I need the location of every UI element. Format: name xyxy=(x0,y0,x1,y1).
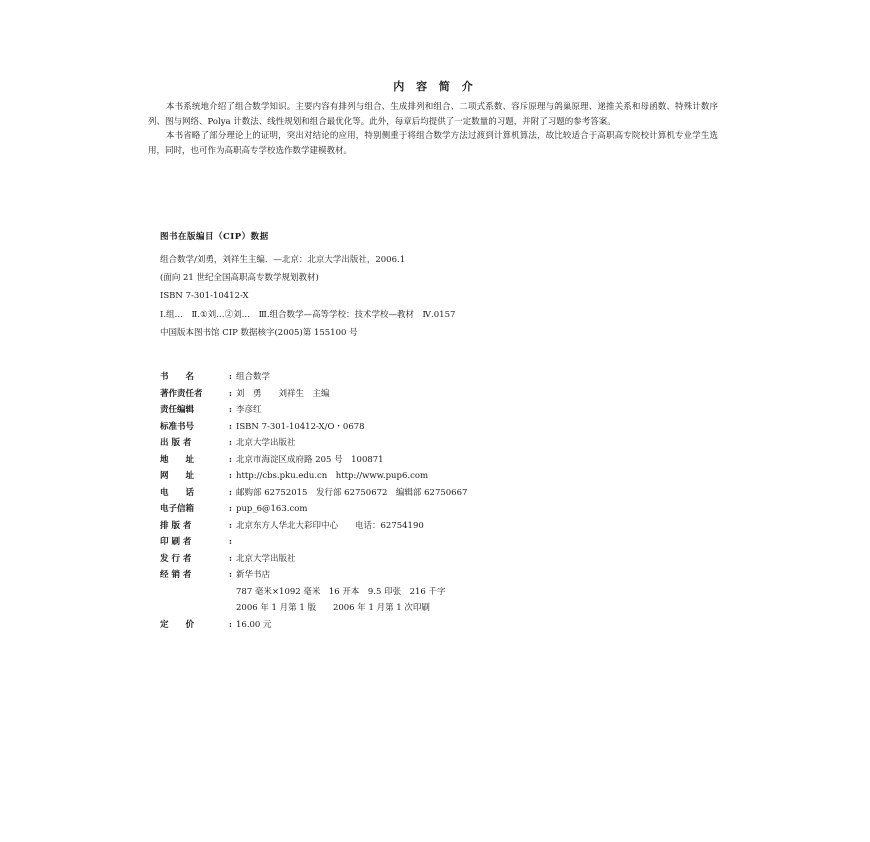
summary-paragraph-1: 本书系统地介绍了组合数学知识。主要内容有排列与组合、生成排列和组合、二项式系数、容斥原理与鸽巢原理、递推关系和母函数、特殊计数序列、图与网络、Polya 计数法、线性规划和组合最优化等。此外，每章后均提供了一定数量的习题，并附了习题的参考答案。 xyxy=(148,102,718,127)
detail-value: 北京大学出版社 xyxy=(236,553,296,564)
detail-row-seller: 经 销 者 : 新华书店 xyxy=(160,567,467,584)
detail-value: 李彦红 xyxy=(236,405,262,415)
detail-row-price: 定 价 : 16.00 元 xyxy=(160,617,467,634)
detail-row-edition xyxy=(160,600,467,617)
summary-title: 内 容 简 介 xyxy=(393,80,477,93)
detail-label: 定 价 xyxy=(160,619,195,630)
detail-row-title: 书 名 : 组合数学 xyxy=(160,369,467,386)
detail-row-editor: 责任编辑 : 李彦红 xyxy=(160,402,467,419)
detail-label: 印 刷 者 xyxy=(160,537,192,547)
detail-value: 北京大学出版社 xyxy=(236,438,296,448)
detail-value: 组合数学 xyxy=(236,372,271,382)
detail-label: 责任编辑 xyxy=(160,405,195,415)
detail-row-authors: 著作责任者 : 刘 勇 刘祥生 主编 xyxy=(160,386,467,403)
detail-row-address: 地 址 : 北京市海淀区成府路 205 号 100871 xyxy=(160,452,467,469)
detail-value: http://cbs.pku.edu.cn http://www.pup6.com xyxy=(236,471,429,481)
detail-label: 电子信箱 xyxy=(160,504,195,514)
cip-heading: 图书在版编目（CIP）数据 xyxy=(160,232,269,242)
detail-label: 发 行 者 xyxy=(160,553,192,564)
detail-value: 邮购部 62752015 发行部 62750672 编辑部 62750667 xyxy=(236,487,468,498)
detail-label: 标准书号 xyxy=(160,421,195,432)
cip-line: 中国版本图书馆 CIP 数据核字(2005)第 155100 号 xyxy=(160,327,358,338)
detail-label: 电 话 xyxy=(160,487,195,498)
detail-edition-line: 2006 年 1 月第 1 版 2006 年 1 月第 1 次印刷 xyxy=(236,603,430,613)
detail-value: 新华书店 xyxy=(236,570,271,580)
detail-value: ISBN 7-301-10412-X/O・0678 xyxy=(236,421,365,432)
detail-row-printer: 印 刷 者 : xyxy=(160,534,467,551)
detail-row-phone: 电 话 : 邮购部 62752015 发行部 62750672 编辑部 62750667 xyxy=(160,485,467,502)
detail-value: 北京市海淀区成府路 205 号 100871 xyxy=(236,454,384,465)
publication-details xyxy=(160,369,467,633)
cip-line: ISBN 7-301-10412-X xyxy=(160,291,249,302)
detail-value: pup_6@163.com xyxy=(236,504,308,514)
detail-value: 北京东方人华北大彩印中心 电话：62754190 xyxy=(236,520,424,531)
detail-label: 网 址 xyxy=(160,471,195,481)
detail-row-publisher: 出 版 者 : 北京大学出版社 xyxy=(160,435,467,452)
detail-value xyxy=(232,534,236,551)
cip-line: 组合数学/刘勇，刘祥生主编．—北京：北京大学出版社，2006.1 xyxy=(160,255,406,265)
detail-spec-line: 787 毫米×1092 毫米 16 开本 9.5 印张 216 千字 xyxy=(236,586,446,597)
detail-value: 16.00 元 xyxy=(236,619,272,630)
detail-row-typesetter: 排 版 者 : 北京东方人华北大彩印中心 电话：62754190 xyxy=(160,518,467,535)
detail-label: 经 销 者 xyxy=(160,570,192,580)
summary-body xyxy=(148,100,718,158)
detail-row-spec xyxy=(160,584,467,601)
detail-label: 著作责任者 xyxy=(160,388,203,399)
detail-row-email: 电子信箱 : pup_6@163.com xyxy=(160,501,467,518)
summary-paragraph-2: 本书省略了部分理论上的证明，突出对结论的应用，特别侧重于将组合数学方法过渡到计算机算法，故比较适合于高职高专院校计算机专业学生选用，同时，也可作为高职高专学校选作数学建模教材。 xyxy=(148,131,718,156)
cip-line: Ⅰ.组… Ⅱ.①刘…②刘… Ⅲ.组合数学—高等学校：技术学校—教材 Ⅳ.0157 xyxy=(160,309,456,320)
cip-block xyxy=(160,251,455,342)
detail-label: 出 版 者 xyxy=(160,438,192,448)
detail-label: 书 名 xyxy=(160,372,195,382)
cip-line: (面向 21 世纪全国高职高专数学规划教材) xyxy=(160,273,319,284)
detail-label: 地 址 xyxy=(160,454,195,465)
detail-row-isbn: 标准书号 : ISBN 7-301-10412-X/O・0678 xyxy=(160,419,467,436)
detail-value: 刘 勇 刘祥生 主编 xyxy=(236,388,330,399)
detail-label: 排 版 者 xyxy=(160,520,192,531)
detail-row-distributor: 发 行 者 : 北京大学出版社 xyxy=(160,551,467,568)
detail-row-website: 网 址 : http://cbs.pku.edu.cn http://www.pup6.com xyxy=(160,468,467,485)
